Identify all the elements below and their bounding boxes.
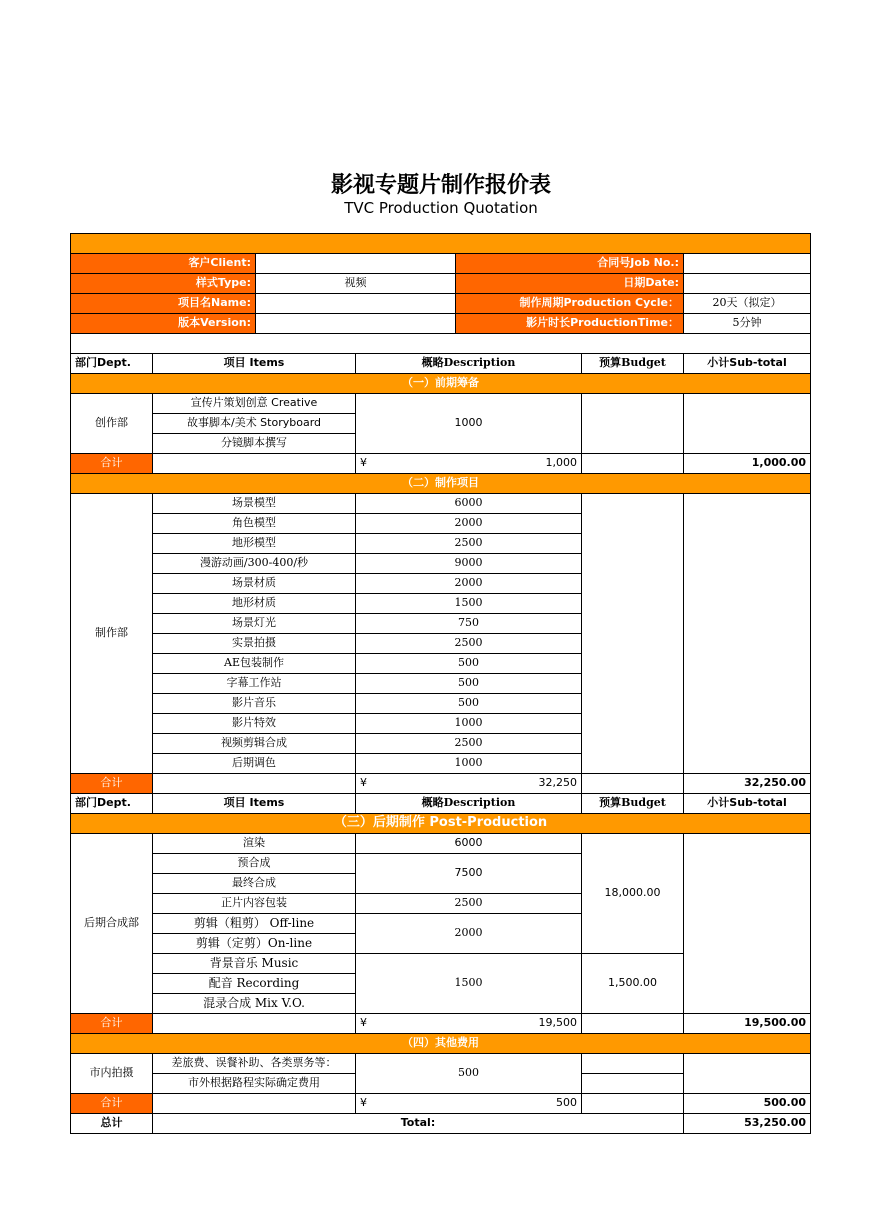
item-cell: AE包装制作 xyxy=(153,654,356,674)
sum-label: 合计 xyxy=(71,454,153,474)
item-cell: 分镜脚本撰写 xyxy=(153,434,356,454)
page-title: 影视专题片制作报价表 xyxy=(330,173,551,198)
budget-cell xyxy=(582,1074,684,1094)
dept-cell: 后期合成部 xyxy=(71,834,153,1014)
description-cell: 6000 xyxy=(356,494,582,514)
item-cell: 市外根据路程实际确定费用 xyxy=(153,1074,356,1094)
sum-value: 19,500 xyxy=(456,1014,582,1034)
header-items: 项目 Items xyxy=(153,354,356,374)
description-cell: 1000 xyxy=(356,714,582,734)
top-orange-band xyxy=(71,234,811,254)
version-value[interactable] xyxy=(256,314,456,334)
item-cell: 后期调色 xyxy=(153,754,356,774)
budget-cell xyxy=(582,394,684,454)
description-cell: 7500 xyxy=(356,854,582,894)
client-value[interactable] xyxy=(256,254,456,274)
section-pre-production xyxy=(71,374,811,394)
sum-row xyxy=(71,774,811,794)
header-description: 概略Description xyxy=(356,794,582,814)
item-cell: 宣传片策划创意 Creative xyxy=(153,394,356,414)
grand-total-label: 总计 xyxy=(71,1114,153,1134)
cycle-value[interactable]: 20天（拟定） xyxy=(684,294,811,314)
description-cell: 2500 xyxy=(356,534,582,554)
job-value[interactable] xyxy=(684,254,811,274)
budget-cell xyxy=(582,494,684,774)
subtotal-value: 19,500.00 xyxy=(684,1014,811,1034)
sum-value: 32,250 xyxy=(456,774,582,794)
job-label: 合同号Job No.: xyxy=(456,254,684,274)
description-cell: 2500 xyxy=(356,734,582,754)
description-cell: 500 xyxy=(356,654,582,674)
sum-label: 合计 xyxy=(71,1014,153,1034)
time-value[interactable]: 5分钟 xyxy=(684,314,811,334)
subtotal-cell xyxy=(684,494,811,774)
subtotal-cell xyxy=(684,834,811,1014)
section-production xyxy=(71,474,811,494)
budget-cell: 1,500.00 xyxy=(582,954,684,1014)
grand-total-row xyxy=(71,1114,811,1134)
currency-sign: ¥ xyxy=(356,1014,456,1034)
description-cell: 6000 xyxy=(356,834,582,854)
currency-sign: ¥ xyxy=(356,774,456,794)
table-row xyxy=(71,834,811,854)
time-label: 影片时长ProductionTime： xyxy=(456,314,684,334)
cycle-label: 制作周期Production Cycle： xyxy=(456,294,684,314)
table-row xyxy=(71,394,811,414)
description-cell: 2500 xyxy=(356,894,582,914)
header-dept: 部门Dept. xyxy=(71,354,153,374)
project-value[interactable] xyxy=(256,294,456,314)
item-cell: 渲染 xyxy=(153,834,356,854)
section-post-production xyxy=(71,814,811,834)
item-cell: 地形模型 xyxy=(153,534,356,554)
column-header-row xyxy=(71,354,811,374)
item-cell: 故事脚本/美术 Storyboard xyxy=(153,414,356,434)
description-cell: 500 xyxy=(356,1054,582,1094)
item-cell: 漫游动画/300-400/秒 xyxy=(153,554,356,574)
description-cell: 2500 xyxy=(356,634,582,654)
section-title: （四）其他费用 xyxy=(71,1034,811,1054)
section-title: （一）前期筹备 xyxy=(71,374,811,394)
dept-cell: 创作部 xyxy=(71,394,153,454)
sum-label: 合计 xyxy=(71,1094,153,1114)
sum-row xyxy=(71,454,811,474)
item-cell: 配音 Recording xyxy=(153,974,356,994)
dept-cell: 市内拍摄 xyxy=(71,1054,153,1094)
quotation-table xyxy=(70,233,811,1134)
subtotal-value: 32,250.00 xyxy=(684,774,811,794)
sum-row xyxy=(71,1014,811,1034)
item-cell: 场景灯光 xyxy=(153,614,356,634)
header-budget: 预算Budget xyxy=(582,794,684,814)
type-label: 样式Type: xyxy=(71,274,256,294)
item-cell: 最终合成 xyxy=(153,874,356,894)
dept-cell: 制作部 xyxy=(71,494,153,774)
description-cell: 9000 xyxy=(356,554,582,574)
sum-label: 合计 xyxy=(71,774,153,794)
info-row-project xyxy=(71,294,811,314)
version-label: 版本Version: xyxy=(71,314,256,334)
header-subtotal: 小计Sub-total xyxy=(684,794,811,814)
sum-row xyxy=(71,1094,811,1114)
item-cell: 视频剪辑合成 xyxy=(153,734,356,754)
date-value[interactable] xyxy=(684,274,811,294)
table-row xyxy=(71,494,811,514)
grand-total-value: 53,250.00 xyxy=(684,1114,811,1134)
item-cell: 影片音乐 xyxy=(153,694,356,714)
description-cell: 2000 xyxy=(356,514,582,534)
item-cell: 场景模型 xyxy=(153,494,356,514)
header-description: 概略Description xyxy=(356,354,582,374)
item-cell: 混录合成 Mix V.O. xyxy=(153,994,356,1014)
header-budget: 预算Budget xyxy=(582,354,684,374)
section-title: （三）后期制作 Post-Production xyxy=(71,814,811,834)
item-cell: 正片内容包装 xyxy=(153,894,356,914)
item-cell: 角色模型 xyxy=(153,514,356,534)
subtotal-cell xyxy=(684,1054,811,1094)
page-subtitle: TVC Production Quotation xyxy=(344,199,538,217)
sum-value: 1,000 xyxy=(456,454,582,474)
type-value[interactable]: 视频 xyxy=(256,274,456,294)
description-cell: 750 xyxy=(356,614,582,634)
column-header-row xyxy=(71,794,811,814)
description-cell: 1500 xyxy=(356,594,582,614)
description-cell: 2000 xyxy=(356,574,582,594)
item-cell: 场景材质 xyxy=(153,574,356,594)
item-cell: 实景拍摄 xyxy=(153,634,356,654)
budget-cell xyxy=(582,1054,684,1074)
grand-total-heading: Total: xyxy=(153,1114,684,1134)
budget-cell: 18,000.00 xyxy=(582,834,684,954)
info-row-client xyxy=(71,254,811,274)
header-subtotal: 小计Sub-total xyxy=(684,354,811,374)
spacer-row xyxy=(71,334,811,354)
section-other-fees xyxy=(71,1034,811,1054)
description-cell: 1000 xyxy=(356,394,582,454)
item-cell: 剪辑（粗剪） Off-line xyxy=(153,914,356,934)
currency-sign: ¥ xyxy=(356,454,456,474)
subtotal-value: 500.00 xyxy=(684,1094,811,1114)
header-dept: 部门Dept. xyxy=(71,794,153,814)
item-cell: 差旅费、误餐补助、各类票务等： xyxy=(153,1054,356,1074)
item-cell: 预合成 xyxy=(153,854,356,874)
header-items: 项目 Items xyxy=(153,794,356,814)
item-cell: 影片特效 xyxy=(153,714,356,734)
info-row-type xyxy=(71,274,811,294)
table-row xyxy=(71,1054,811,1074)
sum-value: 500 xyxy=(456,1094,582,1114)
section-title: （二）制作项目 xyxy=(71,474,811,494)
currency-sign: ¥ xyxy=(356,1094,456,1114)
item-cell: 剪辑（定剪）On-line xyxy=(153,934,356,954)
subtotal-value: 1,000.00 xyxy=(684,454,811,474)
subtotal-cell xyxy=(684,394,811,454)
description-cell: 1500 xyxy=(356,954,582,1014)
project-label: 项目名Name: xyxy=(71,294,256,314)
item-cell: 字幕工作站 xyxy=(153,674,356,694)
production-rows xyxy=(71,494,811,774)
date-label: 日期Date: xyxy=(456,274,684,294)
item-cell: 背景音乐 Music xyxy=(153,954,356,974)
description-cell: 2000 xyxy=(356,914,582,954)
description-cell: 1000 xyxy=(356,754,582,774)
client-label: 客户Client: xyxy=(71,254,256,274)
description-cell: 500 xyxy=(356,674,582,694)
item-cell: 地形材质 xyxy=(153,594,356,614)
info-row-version xyxy=(71,314,811,334)
description-cell: 500 xyxy=(356,694,582,714)
